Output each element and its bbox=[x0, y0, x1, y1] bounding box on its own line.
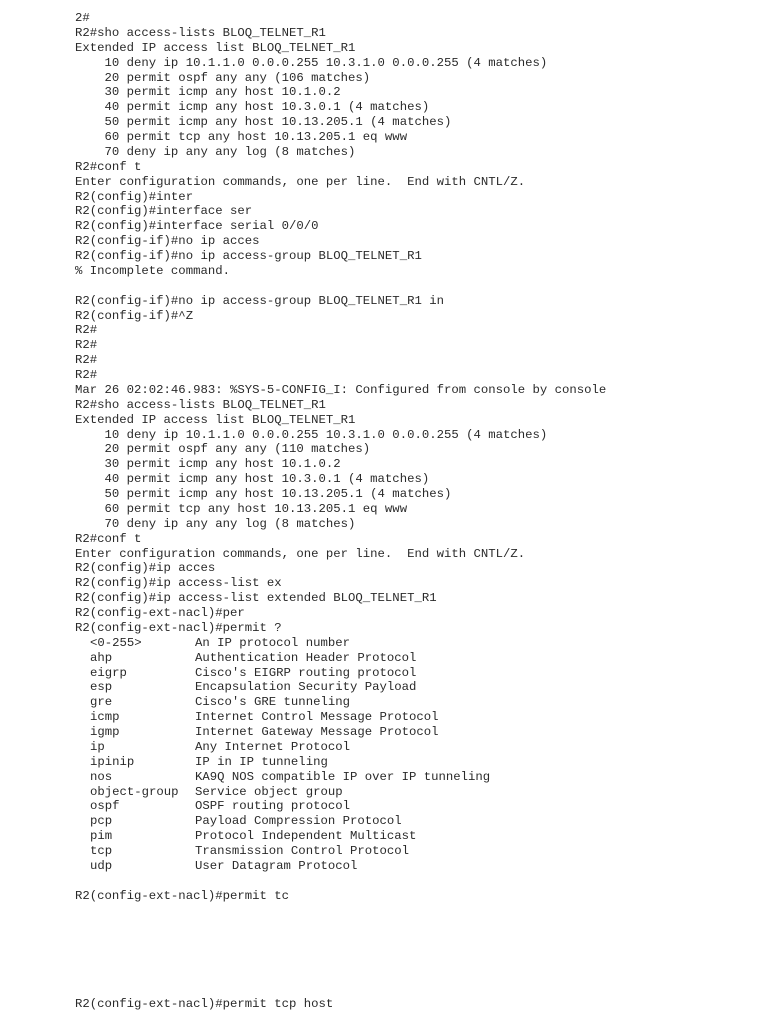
terminal-line: R2(config)#ip access-list ex bbox=[75, 576, 282, 591]
terminal-line: R2(config-ext-nacl)#per bbox=[75, 606, 245, 620]
help-row bbox=[75, 770, 755, 785]
permit-help-list bbox=[75, 636, 755, 874]
terminal-line: 40 permit icmp any host 10.3.0.1 (4 matches) bbox=[75, 100, 430, 115]
empty-space bbox=[75, 904, 755, 997]
help-keyword: <0-255> bbox=[90, 635, 142, 650]
terminal-line: 10 deny ip 10.1.1.0 0.0.0.255 10.3.1.0 0.0.0.255 (4 matches) bbox=[75, 55, 548, 70]
terminal-line: R2#conf t bbox=[75, 531, 142, 546]
help-row bbox=[75, 651, 755, 666]
terminal-line: 60 permit tcp any host 10.13.205.1 eq www bbox=[75, 501, 408, 516]
help-row bbox=[75, 695, 755, 710]
help-description: Cisco's EIGRP routing protocol bbox=[195, 665, 417, 680]
acl-show-block-1 bbox=[75, 11, 755, 279]
help-keyword: pcp bbox=[90, 814, 113, 829]
help-row bbox=[75, 740, 755, 755]
help-description: IP in IP tunneling bbox=[195, 754, 328, 769]
help-keyword: nos bbox=[90, 769, 113, 784]
help-row bbox=[75, 636, 755, 651]
help-description: OSPF routing protocol bbox=[195, 799, 350, 814]
help-description: Transmission Control Protocol bbox=[195, 844, 410, 858]
terminal-line: R2(config)#ip acces bbox=[75, 561, 216, 576]
help-keyword: icmp bbox=[90, 710, 120, 725]
current-prompt-line[interactable]: R2(config-ext-nacl)#permit tcp host bbox=[75, 996, 334, 1011]
blank-line bbox=[75, 874, 755, 889]
help-row bbox=[75, 680, 755, 695]
terminal-line: R2(config-if)#no ip access-group BLOQ_TELNET_R1 bbox=[75, 249, 422, 263]
acl-show-block-2 bbox=[75, 294, 755, 636]
help-keyword: object-group bbox=[90, 784, 179, 799]
terminal-line: R2# bbox=[75, 323, 98, 338]
help-row bbox=[75, 725, 755, 740]
help-keyword: ipinip bbox=[90, 754, 135, 769]
terminal-line: R2(config-if)#^Z bbox=[75, 308, 194, 323]
help-row bbox=[75, 666, 755, 681]
help-row bbox=[75, 710, 755, 725]
help-description: Payload Compression Protocol bbox=[195, 814, 402, 829]
terminal-line: R2(config-if)#no ip acces bbox=[75, 234, 260, 249]
help-keyword: tcp bbox=[90, 844, 113, 858]
help-row bbox=[75, 785, 755, 800]
terminal-line: 70 deny ip any any log (8 matches) bbox=[75, 144, 356, 159]
terminal-line: Extended IP access list BLOQ_TELNET_R1 bbox=[75, 40, 356, 55]
terminal-line: 60 permit tcp any host 10.13.205.1 eq www bbox=[75, 130, 408, 144]
terminal-line: Extended IP access list BLOQ_TELNET_R1 bbox=[75, 412, 356, 427]
help-description: KA9Q NOS compatible IP over IP tunneling bbox=[195, 769, 491, 784]
help-description: An IP protocol number bbox=[195, 635, 350, 650]
help-keyword: ahp bbox=[90, 650, 113, 665]
help-description: Encapsulation Security Payload bbox=[195, 680, 417, 695]
help-keyword: gre bbox=[90, 695, 113, 710]
terminal-line: R2# bbox=[75, 368, 98, 382]
terminal-line: 10 deny ip 10.1.1.0 0.0.0.255 10.3.1.0 0.0.0.255 (4 matches) bbox=[75, 427, 548, 442]
help-row bbox=[75, 844, 755, 859]
help-keyword: ip bbox=[90, 739, 105, 754]
help-description: Protocol Independent Multicast bbox=[195, 829, 417, 844]
help-keyword: ospf bbox=[90, 799, 120, 814]
help-description: Internet Gateway Message Protocol bbox=[195, 725, 439, 739]
help-description: Service object group bbox=[195, 784, 343, 799]
terminal-line: 30 permit icmp any host 10.1.0.2 bbox=[75, 85, 341, 100]
terminal-line: 50 permit icmp any host 10.13.205.1 (4 matches) bbox=[75, 487, 452, 501]
terminal-line: R2(config-ext-nacl)#permit ? bbox=[75, 620, 282, 635]
help-row bbox=[75, 755, 755, 770]
terminal-output bbox=[75, 11, 755, 1011]
help-row bbox=[75, 799, 755, 814]
help-keyword: igmp bbox=[90, 725, 120, 739]
terminal-line: R2(config)#interface ser bbox=[75, 204, 253, 219]
terminal-line: % Incomplete command. bbox=[75, 263, 230, 278]
terminal-line: 40 permit icmp any host 10.3.0.1 (4 matches) bbox=[75, 472, 430, 487]
help-keyword: udp bbox=[90, 858, 113, 873]
terminal-line: 70 deny ip any any log (8 matches) bbox=[75, 516, 356, 531]
terminal-line: R2#sho access-lists BLOQ_TELNET_R1 bbox=[75, 397, 326, 412]
terminal-line: 20 permit ospf any any (106 matches) bbox=[75, 70, 371, 85]
terminal-line: R2# bbox=[75, 353, 98, 368]
terminal-line: Enter configuration commands, one per line. End with CNTL/Z. bbox=[75, 174, 526, 189]
help-keyword: esp bbox=[90, 680, 113, 695]
terminal-line: R2(config)#ip access-list extended BLOQ_TELNET_R1 bbox=[75, 591, 437, 606]
help-row bbox=[75, 859, 755, 874]
help-description: Authentication Header Protocol bbox=[195, 650, 417, 665]
terminal-line: R2(config-if)#no ip access-group BLOQ_TELNET_R1 in bbox=[75, 293, 444, 308]
help-row bbox=[75, 829, 755, 844]
help-description: User Datagram Protocol bbox=[195, 858, 358, 873]
help-description: Internet Control Message Protocol bbox=[195, 710, 439, 725]
help-description: Cisco's GRE tunneling bbox=[195, 695, 350, 710]
terminal-line: Enter configuration commands, one per line. End with CNTL/Z. bbox=[75, 546, 526, 561]
help-description: Any Internet Protocol bbox=[195, 739, 350, 754]
terminal-line: Mar 26 02:02:46.983: %SYS-5-CONFIG_I: Configured from console by console bbox=[75, 382, 607, 397]
terminal-line: R2(config)#inter bbox=[75, 189, 194, 204]
help-keyword: pim bbox=[90, 829, 113, 844]
help-row bbox=[75, 814, 755, 829]
terminal-line: 2# bbox=[75, 11, 90, 25]
help-keyword: eigrp bbox=[90, 665, 127, 680]
terminal-line: R2# bbox=[75, 338, 98, 353]
terminal-line: 20 permit ospf any any (110 matches) bbox=[75, 442, 371, 457]
prompt-line: R2(config-ext-nacl)#permit tc bbox=[75, 888, 290, 903]
terminal-line: 30 permit icmp any host 10.1.0.2 bbox=[75, 457, 341, 472]
terminal-line: R2#sho access-lists BLOQ_TELNET_R1 bbox=[75, 25, 326, 40]
terminal-line: R2#conf t bbox=[75, 159, 142, 174]
blank-line bbox=[75, 279, 755, 294]
terminal-line: R2(config)#interface serial 0/0/0 bbox=[75, 219, 319, 234]
terminal-line: 50 permit icmp any host 10.13.205.1 (4 matches) bbox=[75, 115, 452, 130]
